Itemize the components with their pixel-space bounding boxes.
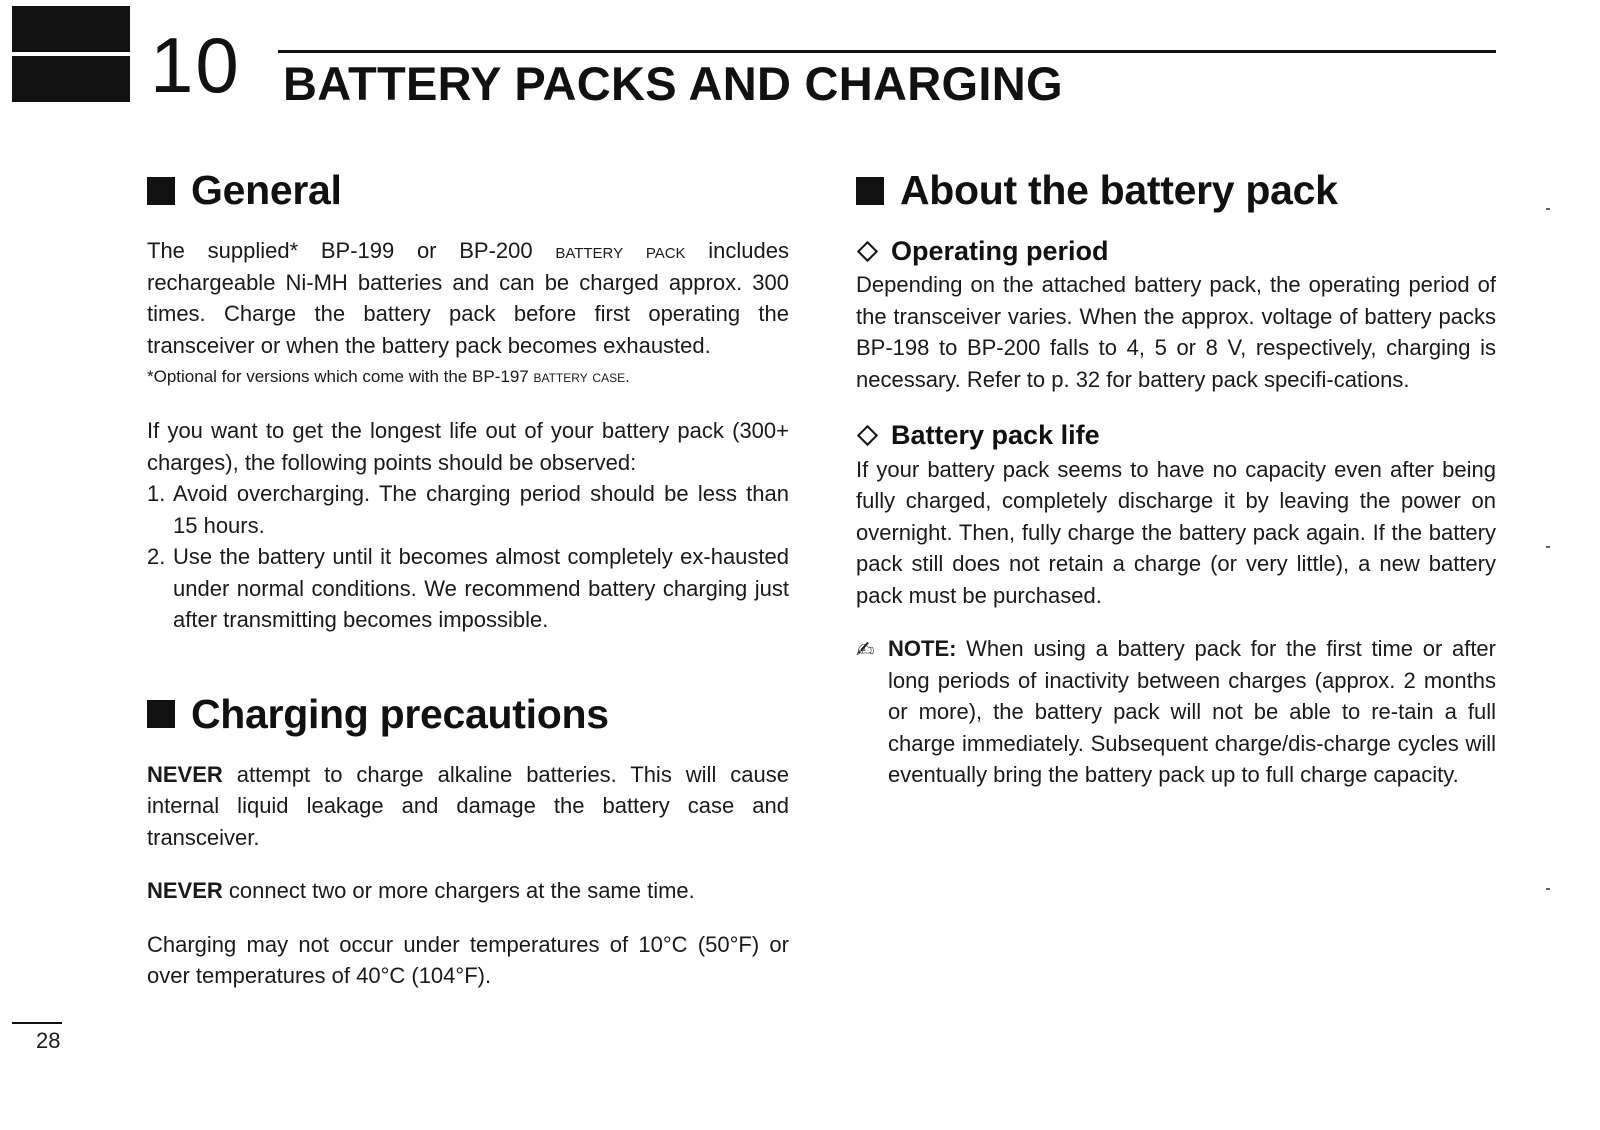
about-battery-pack-section <box>856 168 1496 791</box>
precaution-1-text: attempt to charge alkaline batteries. This will cause internal liquid leakage and damage the battery case and transceiver. <box>147 761 789 850</box>
note-pencil-icon: ✍ <box>856 637 875 663</box>
note-block <box>856 633 1496 791</box>
left-column <box>147 168 789 992</box>
battery-case-term: battery case <box>533 367 626 387</box>
chapter-rule <box>278 50 1496 53</box>
precaution-paragraph-1 <box>147 759 789 854</box>
list-item-text: Avoid overcharging. The charging period should be less than 15 hours. <box>173 481 789 538</box>
chapter-title: BATTERY PACKS AND CHARGING <box>283 57 1063 110</box>
square-bullet-icon <box>856 177 884 205</box>
about-heading-text: About the battery pack <box>900 167 1338 213</box>
page-number: 28 <box>36 1028 61 1053</box>
diamond-bullet-icon <box>857 241 878 262</box>
battery-pack-life-text: If your battery pack seems to have no capacity even after being fully charged, completely discharge it by leaving the power on overnight. Then, fully charge the battery pack again. If the battery pack still does not retain a charge (or very little), a new battery pack must be purchased. <box>856 456 1496 608</box>
operating-period-subheading <box>856 235 1496 267</box>
scan-edge-mark <box>1546 888 1550 890</box>
chapter-number: 10 <box>150 21 241 109</box>
general-heading-text: General <box>191 167 342 213</box>
charging-precautions-heading <box>147 692 789 737</box>
diamond-bullet-icon <box>857 425 878 446</box>
battery-pack-life-subheading <box>856 419 1496 451</box>
note-text: When using a battery pack for the first time or after long periods of inactivity between charges (approx. 2 months or more), the battery pack will not be able to re-tain a full charge immediately. Subsequent charge/dis-charge cycles will eventually bring the battery pack up to full charge capacity. <box>888 636 1496 788</box>
footnote-part-a: *Optional for versions which come with the BP-197 <box>147 367 534 387</box>
footnote-part-b: . <box>625 367 630 387</box>
charging-precautions-heading-text: Charging precautions <box>191 690 609 737</box>
general-heading <box>147 168 789 213</box>
list-item-text: Use the battery until it becomes almost completely ex-hausted under normal conditions. We recommend battery charging just after transmitting becomes impossible. <box>173 544 789 633</box>
operating-period-subheading-text: Operating period <box>891 236 1109 267</box>
list-item <box>147 478 789 541</box>
about-heading <box>856 168 1496 213</box>
precaution-paragraph-3: Charging may not occur under temperatures of 10°C (50°F) or over temperatures of 40°C (104°F). <box>147 931 789 989</box>
general-p1-part-a: The supplied* BP-199 or BP-200 <box>147 238 556 264</box>
general-section <box>147 168 789 636</box>
scan-edge-mark <box>1546 208 1550 210</box>
list-item <box>147 541 789 636</box>
never-label: NEVER <box>147 878 223 904</box>
precaution-paragraph-2 <box>147 875 789 907</box>
general-paragraph-1 <box>147 235 789 361</box>
chapter-marker-bar-top <box>12 6 130 52</box>
square-bullet-icon <box>147 700 175 728</box>
charging-precautions-section <box>147 692 789 992</box>
operating-period-text: Depending on the attached battery pack, the operating period of the transceiver varies. When the approx. voltage of battery packs BP-198 to BP-200 falls to 4, 5 or 8 V, respectively, charging is necessary. Refer to p. 32 for battery pack specifi-cations. <box>856 272 1496 392</box>
list-item-number: 2. <box>147 544 166 570</box>
square-bullet-icon <box>147 177 175 205</box>
battery-life-points-list <box>147 478 789 636</box>
never-label: NEVER <box>147 761 223 787</box>
list-item-number: 1. <box>147 481 166 507</box>
battery-pack-life-subheading-text: Battery pack life <box>891 420 1100 451</box>
battery-pack-term: battery pack <box>555 238 686 264</box>
precaution-2-text: connect two or more chargers at the same time. <box>222 878 695 904</box>
general-p1-part-b: includes rechargeable Ni-MH batteries and can be charged approx. 300 times. Charge the battery pack before first operating the transceiver or when the battery pack becomes exhausted. <box>147 238 789 358</box>
general-paragraph-2: If you want to get the longest life out of your battery pack (300+ charges), the following points should be observed: <box>147 418 789 475</box>
chapter-marker-bar-bottom <box>12 56 130 102</box>
right-column <box>856 168 1496 791</box>
scan-edge-mark <box>1546 546 1550 548</box>
note-label: NOTE: <box>888 636 957 662</box>
general-footnote <box>147 363 789 391</box>
page-number-rule <box>12 1022 62 1024</box>
